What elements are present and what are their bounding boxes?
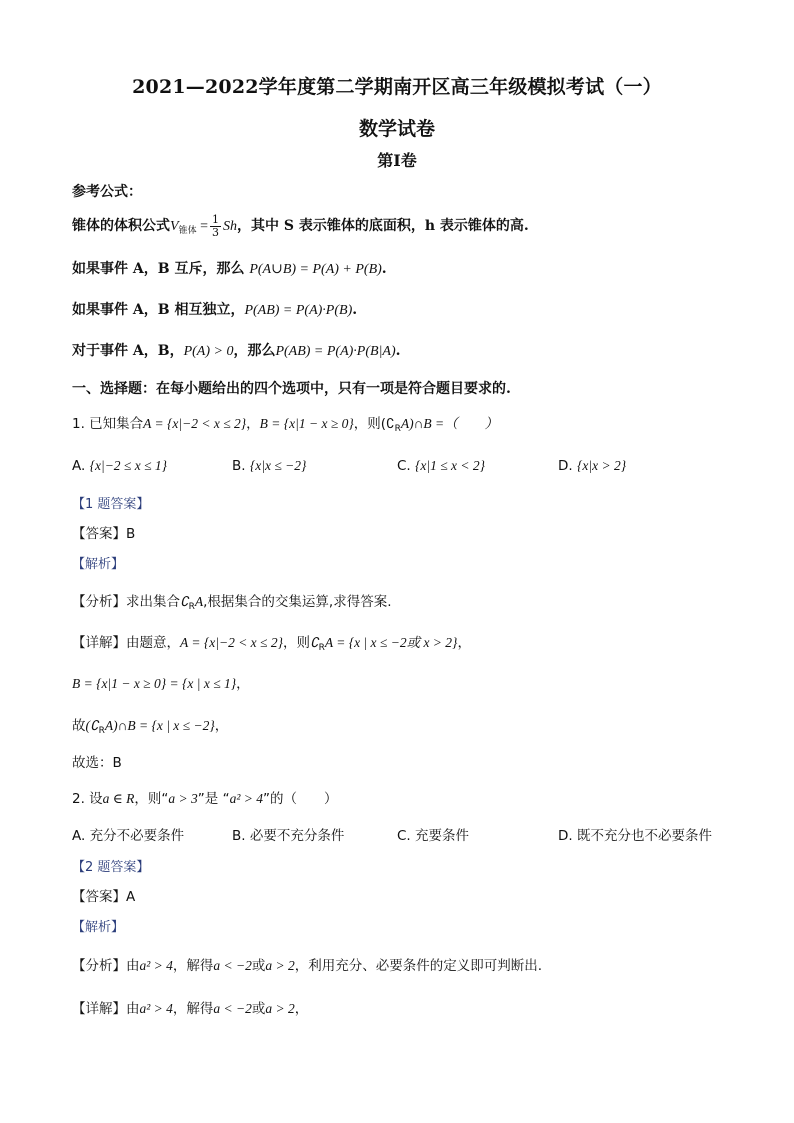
q2-stem-cond2: a² > 4 — [229, 791, 263, 806]
cone-v: V — [170, 219, 179, 234]
q1-comma: ， — [246, 416, 260, 432]
q1-option-d-letter: D. — [558, 458, 573, 474]
q1-detail-comp: ∁ — [309, 635, 319, 650]
q2-option-c-letter: C. — [397, 828, 411, 844]
q1-fenxi-math: ∁ — [180, 594, 189, 609]
q1-answer-label: 【答案】 — [72, 526, 126, 542]
q2-detail — [72, 998, 308, 1020]
q1-line-b-end: ， — [236, 676, 250, 692]
q1-line-gu-pre: 故 — [72, 718, 86, 734]
q1-detail-a: A = {x|−2 < x ≤ 2} — [180, 635, 283, 650]
q2-fenxi-mid: ，解得 — [172, 958, 214, 974]
q1-line-gu-end: ， — [214, 718, 229, 734]
indep-line — [72, 299, 357, 322]
q2-option-d-text: 既不充分也不必要条件 — [576, 828, 712, 844]
q1-line-b-math: B = {x|1 − x ≥ 0} = {x | x ≤ 1} — [72, 676, 237, 691]
q1-stem-end: A)∩B =（ ） — [400, 416, 499, 431]
q2-option-b — [232, 825, 344, 847]
q2-detail-m3: a > 2 — [265, 1001, 295, 1016]
q1-option-d — [558, 455, 626, 477]
q1-fenxi-post: ,根据集合的交集运算,求得答案. — [203, 594, 392, 610]
cond-condition: P(A) > 0 — [183, 344, 234, 359]
q2-detail-pre: 由 — [126, 1001, 140, 1017]
q2-fenxi-pre: 由 — [126, 958, 140, 974]
q1-detail-comp-rest: A = {x | x ≤ −2或 x > 2} — [324, 635, 458, 650]
cone-fraction — [210, 214, 221, 239]
q2-option-c-text: 充要条件 — [415, 828, 470, 844]
q2-option-b-letter: B. — [232, 828, 246, 844]
q2-option-d-letter: D. — [558, 828, 573, 844]
q1-option-a-text: {x|−2 ≤ x ≤ 1} — [89, 458, 168, 473]
indep-formula: P(AB) = P(A)·P(B) — [244, 303, 353, 318]
q1-line-gu — [72, 715, 228, 742]
q1-fenxi-sub: R — [188, 602, 195, 612]
q2-stem-pre: 2. 设 — [72, 791, 103, 807]
q1-option-d-text: {x|x > 2} — [576, 458, 627, 473]
q2-detail-m1: a² > 4 — [139, 1001, 173, 1016]
q2-stem-a: a ∈ R — [102, 791, 135, 806]
q1-choose: 故选：B — [72, 755, 122, 771]
q2-fenxi — [72, 955, 542, 977]
q2-detail-label: 【详解】 — [72, 1001, 126, 1017]
q1-fenxi-pre: 求出集合 — [126, 594, 180, 610]
q1-stem — [72, 413, 498, 440]
q1-option-b-letter: B. — [232, 458, 246, 474]
q1-option-c-text: {x|1 ≤ x < 2} — [415, 458, 486, 473]
indep-suffix: . — [352, 302, 358, 318]
volume-title: 第I卷 — [377, 151, 417, 170]
q1-detail-mid: ，则 — [282, 635, 310, 651]
q1-set-b: B = {x|1 − x ≥ 0} — [259, 416, 354, 431]
section-heading: 一、选择题：在每小题给出的四个选项中，只有一项是符合题目要求的. — [72, 381, 511, 397]
q2-option-a — [72, 825, 184, 847]
q2-option-c — [397, 825, 469, 847]
q1-line-gu-sub: R — [98, 726, 105, 736]
cond-prefix: 对于事件 A，B， — [72, 343, 184, 359]
q1-line-b — [72, 673, 250, 695]
q2-stem — [72, 788, 338, 810]
q1-option-a — [72, 455, 167, 477]
q1-fenxi-math2: A — [194, 594, 204, 609]
cone-frac-den: 3 — [211, 225, 219, 239]
q2-analysis-tag: 【解析】 — [72, 920, 125, 935]
q2-answer-value: A — [126, 889, 136, 905]
q1-detail-comp-sub: R — [318, 643, 325, 653]
q1-option-c — [397, 455, 485, 477]
q2-stem-end: ”的（ ） — [263, 791, 338, 807]
q2-detail-or: 或 — [251, 1001, 266, 1017]
cond-formula: P(AB) = P(A)·P(B|A) — [275, 344, 396, 359]
q1-set-a: A = {x|−2 < x ≤ 2} — [143, 416, 247, 431]
q2-fenxi-m3: a > 2 — [265, 958, 295, 973]
cone-prefix: 锥体的体积公式 — [72, 218, 170, 234]
q1-detail-label: 【详解】 — [72, 635, 126, 651]
q1-option-b-text: {x|x ≤ −2} — [249, 458, 307, 473]
cond-mid: ，那么 — [233, 343, 276, 359]
indep-prefix: 如果事件 A，B 相互独立， — [72, 302, 245, 318]
q1-stem-sub: R — [394, 424, 401, 434]
q2-detail-m2: a < −2 — [213, 1001, 252, 1016]
q2-answer — [72, 886, 135, 908]
q1-answer-tag: 【1 题答案】 — [72, 497, 150, 512]
q1-line-gu-math: (∁ — [85, 718, 99, 733]
subject-title: 数学试卷 — [358, 118, 435, 140]
q1-answer-value: B — [126, 526, 136, 542]
exam-title: 2021—2022学年度第二学期南开区高三年级模拟考试（一） — [132, 76, 662, 98]
cone-formula-line — [72, 212, 529, 244]
q2-fenxi-m1: a² > 4 — [139, 958, 173, 973]
conditional-line — [72, 340, 401, 363]
q2-answer-label: 【答案】 — [72, 889, 126, 905]
mutex-suffix: . — [381, 261, 387, 277]
q2-fenxi-m2: a < −2 — [213, 958, 252, 973]
mutex-formula: P(A∪B) = P(A) + P(B) — [249, 262, 382, 277]
cone-sub: 锥体 — [178, 225, 197, 235]
q1-analysis-tag: 【解析】 — [72, 557, 125, 572]
cone-sh: Sh — [222, 219, 237, 234]
q1-detail-comma: ， — [457, 635, 471, 651]
q2-option-a-text: 充分不必要条件 — [89, 828, 185, 844]
q2-answer-tag: 【2 题答案】 — [72, 860, 150, 875]
q2-stem-cond1: a > 3 — [168, 791, 198, 806]
q1-stem-suffix: ，则(∁ — [353, 416, 395, 432]
q1-detail-pre: 由题意， — [126, 635, 180, 651]
q2-option-b-text: 必要不充分条件 — [249, 828, 345, 844]
cone-eq: = — [200, 219, 208, 234]
cone-frac-num: 1 — [211, 212, 219, 226]
q2-detail-mid: ，解得 — [172, 1001, 214, 1017]
q2-fenxi-post: ，利用充分、必要条件的定义即可判断出. — [294, 958, 543, 974]
q2-stem-mid2: ”是 “ — [197, 791, 230, 807]
q2-option-d — [558, 825, 712, 847]
mutex-line — [72, 258, 387, 281]
q2-detail-end: ， — [294, 1001, 309, 1017]
q1-detail — [72, 632, 471, 659]
q1-option-b — [232, 455, 306, 477]
q1-option-c-letter: C. — [397, 458, 411, 474]
q1-stem-prefix: 1. 已知集合 — [72, 416, 144, 432]
q2-fenxi-label: 【分析】 — [72, 958, 126, 974]
q1-option-a-letter: A. — [72, 458, 86, 474]
q1-fenxi-label: 【分析】 — [72, 594, 126, 610]
q1-fenxi — [72, 591, 391, 618]
q2-fenxi-or: 或 — [251, 958, 266, 974]
mutex-prefix: 如果事件 A，B 互斥，那么 — [72, 261, 245, 277]
cond-suffix: . — [395, 343, 401, 359]
q1-line-gu-rest: A)∩B = {x | x ≤ −2} — [104, 718, 215, 733]
q1-answer — [72, 523, 135, 545]
formulas-heading: 参考公式： — [72, 184, 142, 200]
q2-stem-mid1: ，则“ — [134, 791, 169, 807]
cone-suffix: ，其中 S 表示锥体的底面积，h 表示锥体的高. — [236, 218, 529, 234]
q2-option-a-letter: A. — [72, 828, 86, 844]
